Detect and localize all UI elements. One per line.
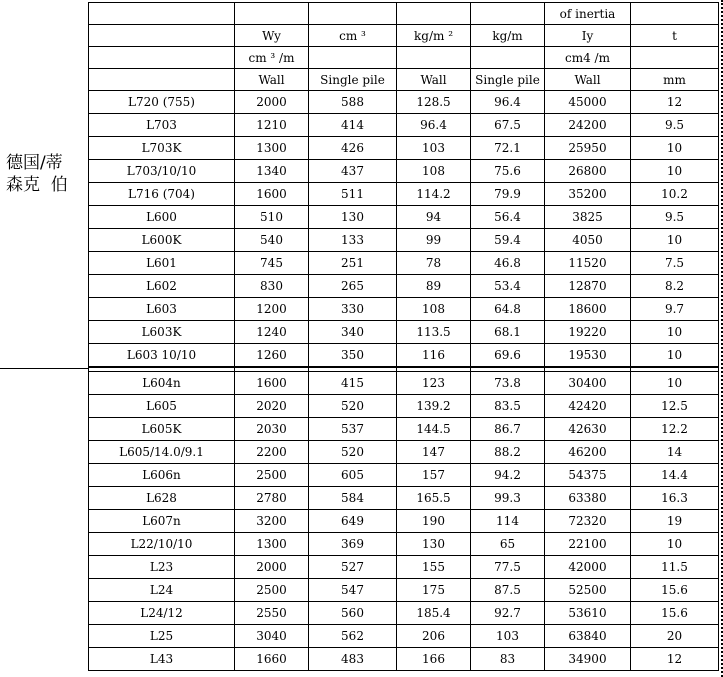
value-cell: Wy — [235, 25, 309, 47]
value-cell: kg/m ² — [397, 25, 471, 47]
table-row — [89, 418, 719, 441]
value-cell: 42000 — [545, 556, 631, 579]
value-cell: 108 — [397, 298, 471, 321]
value-cell: 10 — [631, 372, 719, 395]
model-cell: L606n — [89, 464, 235, 487]
value-cell: 547 — [309, 579, 397, 602]
table-row — [89, 137, 719, 160]
value-cell: 20 — [631, 625, 719, 648]
value-cell: 7.5 — [631, 252, 719, 275]
table-row — [89, 183, 719, 206]
model-cell: L720 (755) — [89, 91, 235, 114]
value-cell: 175 — [397, 579, 471, 602]
value-cell: 75.6 — [471, 160, 545, 183]
model-cell: L43 — [89, 648, 235, 671]
table-row — [89, 464, 719, 487]
table-row — [89, 298, 719, 321]
value-cell: 537 — [309, 418, 397, 441]
value-cell: 19 — [631, 510, 719, 533]
value-cell: 52500 — [545, 579, 631, 602]
model-cell: L23 — [89, 556, 235, 579]
value-cell: 520 — [309, 441, 397, 464]
value-cell: 10.2 — [631, 183, 719, 206]
value-cell: 45000 — [545, 91, 631, 114]
value-cell: 369 — [309, 533, 397, 556]
value-cell: 584 — [309, 487, 397, 510]
value-cell: 540 — [235, 229, 309, 252]
value-cell: 510 — [235, 206, 309, 229]
model-cell — [89, 69, 235, 91]
value-cell: 14.4 — [631, 464, 719, 487]
value-cell: 9.5 — [631, 206, 719, 229]
model-cell: L22/10/10 — [89, 533, 235, 556]
model-cell: L628 — [89, 487, 235, 510]
header-row — [89, 69, 719, 91]
value-cell: 63380 — [545, 487, 631, 510]
model-cell: L607n — [89, 510, 235, 533]
value-cell — [397, 47, 471, 69]
sheet-pile-spec-table — [88, 2, 719, 671]
value-cell: cm4 /m — [545, 47, 631, 69]
value-cell: 19530 — [545, 344, 631, 368]
value-cell: 2500 — [235, 464, 309, 487]
model-cell: L603 10/10 — [89, 344, 235, 368]
value-cell: 15.6 — [631, 602, 719, 625]
value-cell: 165.5 — [397, 487, 471, 510]
header-row — [89, 3, 719, 25]
value-cell: 2030 — [235, 418, 309, 441]
table-row — [89, 252, 719, 275]
value-cell: 1260 — [235, 344, 309, 368]
value-cell: 10 — [631, 137, 719, 160]
table-row — [89, 275, 719, 298]
table-row — [89, 160, 719, 183]
value-cell: 144.5 — [397, 418, 471, 441]
model-cell: L716 (704) — [89, 183, 235, 206]
value-cell: 437 — [309, 160, 397, 183]
value-cell: 2500 — [235, 579, 309, 602]
table-row — [89, 487, 719, 510]
model-cell: L703K — [89, 137, 235, 160]
value-cell: 15.6 — [631, 579, 719, 602]
value-cell: 68.1 — [471, 321, 545, 344]
model-cell: L605 — [89, 395, 235, 418]
model-cell: L25 — [89, 625, 235, 648]
value-cell: 99.3 — [471, 487, 545, 510]
value-cell: 96.4 — [471, 91, 545, 114]
value-cell: cm ³ /m — [235, 47, 309, 69]
value-cell: 19220 — [545, 321, 631, 344]
value-cell: 12.5 — [631, 395, 719, 418]
value-cell: 2020 — [235, 395, 309, 418]
value-cell: 185.4 — [397, 602, 471, 625]
value-cell: Iy — [545, 25, 631, 47]
value-cell: 511 — [309, 183, 397, 206]
header-row — [89, 25, 719, 47]
value-cell: Wall — [545, 69, 631, 91]
table-row — [89, 441, 719, 464]
value-cell: 10 — [631, 344, 719, 368]
table-row — [89, 206, 719, 229]
value-cell: 415 — [309, 372, 397, 395]
value-cell: 414 — [309, 114, 397, 137]
value-cell: 12870 — [545, 275, 631, 298]
value-cell: 155 — [397, 556, 471, 579]
value-cell: 86.7 — [471, 418, 545, 441]
manufacturer-column — [0, 0, 88, 677]
value-cell: 2200 — [235, 441, 309, 464]
model-cell: L601 — [89, 252, 235, 275]
value-cell: 330 — [309, 298, 397, 321]
value-cell: 46200 — [545, 441, 631, 464]
value-cell: 10 — [631, 229, 719, 252]
value-cell: 251 — [309, 252, 397, 275]
value-cell: 1200 — [235, 298, 309, 321]
value-cell: 139.2 — [397, 395, 471, 418]
model-cell — [89, 3, 235, 25]
model-cell: L703/10/10 — [89, 160, 235, 183]
value-cell: 92.7 — [471, 602, 545, 625]
value-cell: 77.5 — [471, 556, 545, 579]
value-cell — [631, 3, 719, 25]
value-cell: 11520 — [545, 252, 631, 275]
value-cell — [309, 47, 397, 69]
value-cell: 130 — [397, 533, 471, 556]
table-row — [89, 321, 719, 344]
model-cell: L602 — [89, 275, 235, 298]
value-cell: 2000 — [235, 91, 309, 114]
value-cell: Single pile — [309, 69, 397, 91]
value-cell: 11.5 — [631, 556, 719, 579]
value-cell: 73.8 — [471, 372, 545, 395]
manufacturer-label-line-1: 德国/蒂 — [6, 153, 63, 173]
value-cell: kg/m — [471, 25, 545, 47]
value-cell — [631, 47, 719, 69]
value-cell: 22100 — [545, 533, 631, 556]
value-cell: 340 — [309, 321, 397, 344]
value-cell: 1660 — [235, 648, 309, 671]
value-cell: 8.2 — [631, 275, 719, 298]
value-cell: 10 — [631, 160, 719, 183]
value-cell: 46.8 — [471, 252, 545, 275]
table-row — [89, 114, 719, 137]
model-cell — [89, 47, 235, 69]
value-cell: 147 — [397, 441, 471, 464]
value-cell: 1300 — [235, 533, 309, 556]
table-row — [89, 648, 719, 671]
table-row — [89, 579, 719, 602]
value-cell: of inertia — [545, 3, 631, 25]
value-cell: 35200 — [545, 183, 631, 206]
table-row — [89, 229, 719, 252]
value-cell: 1210 — [235, 114, 309, 137]
value-cell — [235, 3, 309, 25]
model-cell: L24 — [89, 579, 235, 602]
value-cell: 12.2 — [631, 418, 719, 441]
value-cell: 94 — [397, 206, 471, 229]
value-cell: 265 — [309, 275, 397, 298]
model-cell — [89, 25, 235, 47]
model-cell: L604n — [89, 372, 235, 395]
value-cell: 605 — [309, 464, 397, 487]
value-cell: 26800 — [545, 160, 631, 183]
value-cell: 72.1 — [471, 137, 545, 160]
value-cell — [397, 3, 471, 25]
value-cell: 350 — [309, 344, 397, 368]
value-cell: 72320 — [545, 510, 631, 533]
value-cell: 24200 — [545, 114, 631, 137]
value-cell: t — [631, 25, 719, 47]
value-cell: 108 — [397, 160, 471, 183]
model-cell: L600K — [89, 229, 235, 252]
value-cell: 1300 — [235, 137, 309, 160]
value-cell: 9.7 — [631, 298, 719, 321]
value-cell: 53610 — [545, 602, 631, 625]
value-cell: 53.4 — [471, 275, 545, 298]
value-cell: 128.5 — [397, 91, 471, 114]
value-cell: 3825 — [545, 206, 631, 229]
value-cell: 113.5 — [397, 321, 471, 344]
table-row — [89, 344, 719, 368]
value-cell: mm — [631, 69, 719, 91]
value-cell: 103 — [397, 137, 471, 160]
value-cell: Wall — [397, 69, 471, 91]
value-cell: 30400 — [545, 372, 631, 395]
value-cell: 65 — [471, 533, 545, 556]
value-cell: 16.3 — [631, 487, 719, 510]
value-cell: 560 — [309, 602, 397, 625]
value-cell: 527 — [309, 556, 397, 579]
header-row — [89, 47, 719, 69]
value-cell: 42420 — [545, 395, 631, 418]
table-row — [89, 625, 719, 648]
table-row — [89, 395, 719, 418]
value-cell: 12 — [631, 648, 719, 671]
value-cell: 3040 — [235, 625, 309, 648]
value-cell: 114 — [471, 510, 545, 533]
value-cell: 94.2 — [471, 464, 545, 487]
value-cell: 25950 — [545, 137, 631, 160]
value-cell: 10 — [631, 321, 719, 344]
value-cell: 9.5 — [631, 114, 719, 137]
table-row — [89, 510, 719, 533]
value-cell: 14 — [631, 441, 719, 464]
model-cell: L703 — [89, 114, 235, 137]
value-cell: 830 — [235, 275, 309, 298]
model-cell: L603K — [89, 321, 235, 344]
value-cell: Wall — [235, 69, 309, 91]
value-cell: 34900 — [545, 648, 631, 671]
table-row — [89, 372, 719, 395]
value-cell: 83.5 — [471, 395, 545, 418]
model-cell: L600 — [89, 206, 235, 229]
value-cell — [471, 3, 545, 25]
value-cell: 123 — [397, 372, 471, 395]
value-cell: 10 — [631, 533, 719, 556]
table-row — [89, 533, 719, 556]
value-cell: cm ³ — [309, 25, 397, 47]
value-cell: 114.2 — [397, 183, 471, 206]
value-cell: 83 — [471, 648, 545, 671]
value-cell: 64.8 — [471, 298, 545, 321]
value-cell: 166 — [397, 648, 471, 671]
value-cell: 1340 — [235, 160, 309, 183]
value-cell: 133 — [309, 229, 397, 252]
manufacturer-label — [6, 152, 86, 196]
value-cell — [309, 3, 397, 25]
value-cell: 12 — [631, 91, 719, 114]
value-cell: 2780 — [235, 487, 309, 510]
model-cell: L603 — [89, 298, 235, 321]
value-cell: 88.2 — [471, 441, 545, 464]
model-cell: L605/14.0/9.1 — [89, 441, 235, 464]
value-cell: 59.4 — [471, 229, 545, 252]
value-cell: 99 — [397, 229, 471, 252]
value-cell: 649 — [309, 510, 397, 533]
value-cell: 2550 — [235, 602, 309, 625]
value-cell: 78 — [397, 252, 471, 275]
value-cell: Single pile — [471, 69, 545, 91]
value-cell: 4050 — [545, 229, 631, 252]
value-cell: 745 — [235, 252, 309, 275]
value-cell: 69.6 — [471, 344, 545, 368]
value-cell: 103 — [471, 625, 545, 648]
value-cell — [471, 47, 545, 69]
value-cell: 1240 — [235, 321, 309, 344]
value-cell: 42630 — [545, 418, 631, 441]
model-cell: L605K — [89, 418, 235, 441]
value-cell: 63840 — [545, 625, 631, 648]
value-cell: 130 — [309, 206, 397, 229]
value-cell: 520 — [309, 395, 397, 418]
value-cell: 54375 — [545, 464, 631, 487]
value-cell: 206 — [397, 625, 471, 648]
value-cell: 190 — [397, 510, 471, 533]
value-cell: 3200 — [235, 510, 309, 533]
value-cell: 18600 — [545, 298, 631, 321]
value-cell: 483 — [309, 648, 397, 671]
table-row — [89, 602, 719, 625]
value-cell: 56.4 — [471, 206, 545, 229]
table-row — [89, 91, 719, 114]
value-cell: 1600 — [235, 372, 309, 395]
model-cell: L24/12 — [89, 602, 235, 625]
table-row — [89, 556, 719, 579]
value-cell: 87.5 — [471, 579, 545, 602]
value-cell: 1600 — [235, 183, 309, 206]
value-cell: 67.5 — [471, 114, 545, 137]
value-cell: 96.4 — [397, 114, 471, 137]
value-cell: 426 — [309, 137, 397, 160]
value-cell: 588 — [309, 91, 397, 114]
value-cell: 562 — [309, 625, 397, 648]
value-cell: 2000 — [235, 556, 309, 579]
value-cell: 157 — [397, 464, 471, 487]
manufacturer-label-line-2: 森克 伯 — [6, 175, 68, 195]
value-cell: 89 — [397, 275, 471, 298]
value-cell: 116 — [397, 344, 471, 368]
value-cell: 79.9 — [471, 183, 545, 206]
